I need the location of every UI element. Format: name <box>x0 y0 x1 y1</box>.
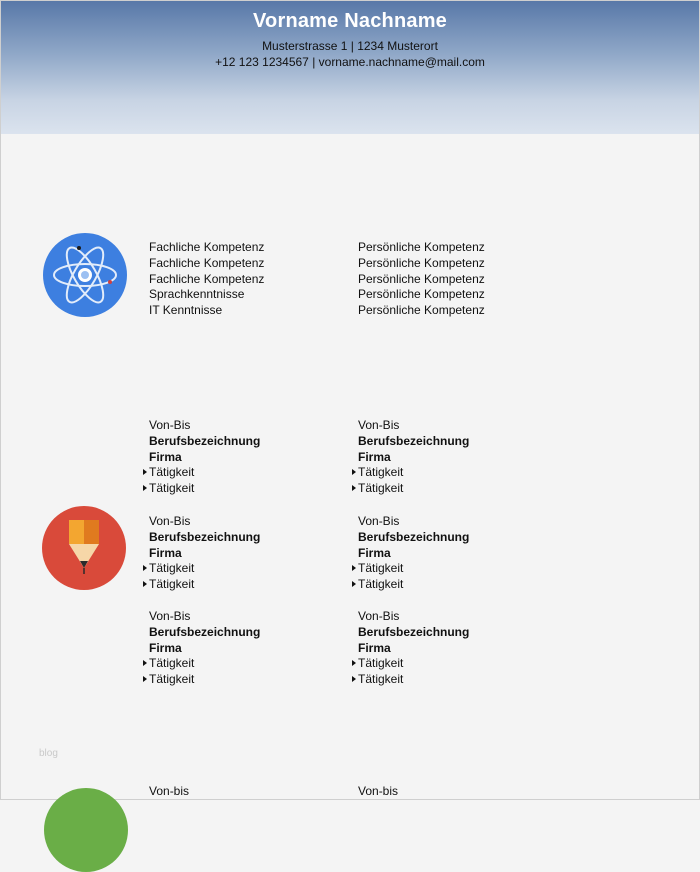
experience-right-column <box>358 418 469 497</box>
job-company: Firma <box>149 449 182 464</box>
experience-left-column <box>149 418 260 497</box>
skill-item: Persönliche Kompetenz <box>358 271 485 286</box>
skill-item: Fachliche Kompetenz <box>149 240 265 254</box>
job-company: Firma <box>149 545 182 560</box>
job-period: Von-Bis <box>149 609 191 623</box>
job-title: Berufsbezeichnung <box>149 624 261 639</box>
job-title: Berufsbezeichnung <box>358 529 470 544</box>
job-task: Tätigkeit <box>149 481 260 497</box>
skills-right-column <box>358 240 485 319</box>
job-company: Firma <box>358 640 391 655</box>
job-title: Berufsbezeichnung <box>358 433 470 448</box>
job-task: Tätigkeit <box>358 577 469 593</box>
watermark-text: blog <box>39 748 58 759</box>
job-period: Von-Bis <box>149 514 191 528</box>
job-title: Berufsbezeichnung <box>149 529 261 544</box>
job-task: Tätigkeit <box>149 656 260 672</box>
contact-line: +12 123 1234567 | vorname.nachname@mail.com <box>215 55 485 69</box>
job-task: Tätigkeit <box>358 465 469 481</box>
job-task: Tätigkeit <box>358 656 469 672</box>
pencil-icon <box>42 506 126 590</box>
skill-item: IT Kenntnisse <box>149 303 223 318</box>
applicant-name: Vorname Nachname <box>252 10 447 32</box>
skill-item: Persönliche Kompetenz <box>358 240 485 254</box>
job-title: Berufsbezeichnung <box>149 433 261 448</box>
resume-header <box>1 1 699 134</box>
experience-left-column <box>149 609 260 688</box>
job-company: Firma <box>358 449 391 464</box>
job-title: Berufsbezeichnung <box>358 624 470 639</box>
job-task: Tätigkeit <box>149 561 260 577</box>
job-task: Tätigkeit <box>358 672 469 688</box>
skill-item: Persönliche Kompetenz <box>358 255 485 270</box>
skill-item: Sprachkenntnisse <box>149 287 245 302</box>
job-company: Firma <box>358 545 391 560</box>
job-period: Von-Bis <box>358 418 400 432</box>
education-icon <box>44 788 128 872</box>
job-period: Von-Bis <box>149 418 191 432</box>
job-period: Von-Bis <box>358 609 400 623</box>
job-task: Tätigkeit <box>358 561 469 577</box>
education-right-period: Von-bis <box>358 784 399 798</box>
skill-item: Persönliche Kompetenz <box>358 303 485 318</box>
experience-right-column <box>358 609 469 688</box>
job-task: Tätigkeit <box>149 672 260 688</box>
experience-right-column <box>358 514 469 593</box>
job-task: Tätigkeit <box>358 481 469 497</box>
job-task: Tätigkeit <box>149 465 260 481</box>
job-period: Von-Bis <box>358 514 400 528</box>
skill-item: Fachliche Kompetenz <box>149 271 265 286</box>
experience-left-column <box>149 514 260 593</box>
skills-left-column <box>149 240 264 319</box>
job-company: Firma <box>149 640 182 655</box>
education-left-period: Von-bis <box>149 784 190 798</box>
address-line: Musterstrasse 1 | 1234 Musterort <box>262 39 438 53</box>
atom-icon <box>43 233 127 317</box>
job-task: Tätigkeit <box>149 577 260 593</box>
skill-item: Fachliche Kompetenz <box>149 255 265 270</box>
skill-item: Persönliche Kompetenz <box>358 287 485 302</box>
